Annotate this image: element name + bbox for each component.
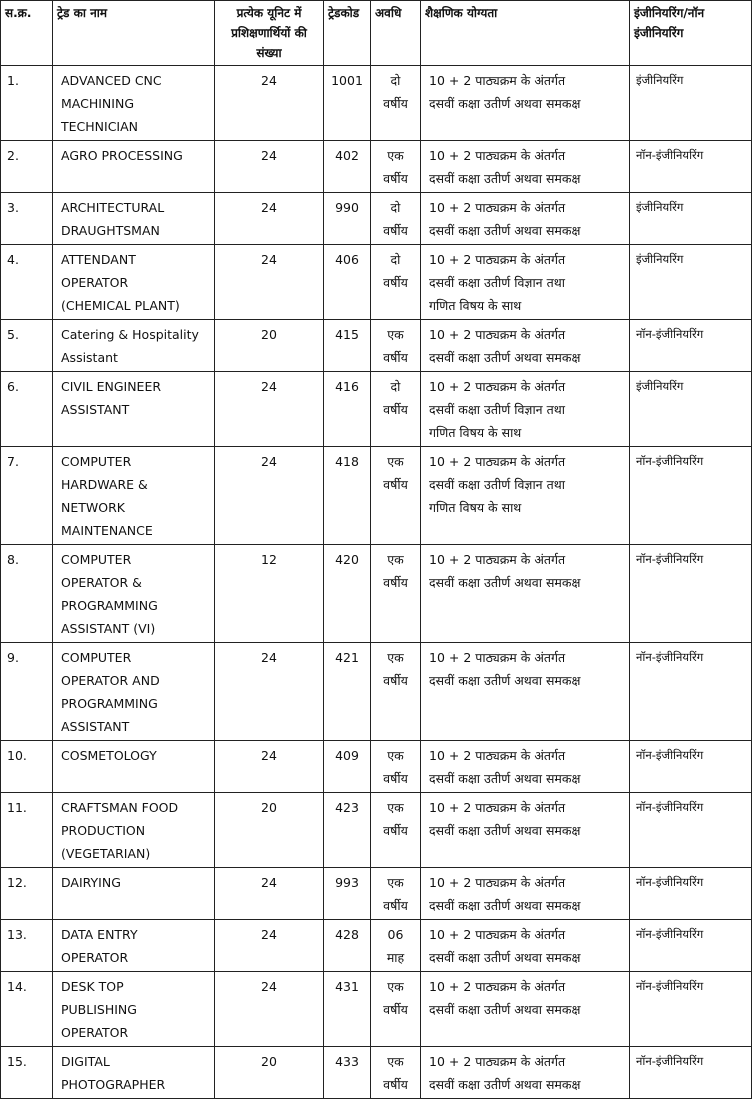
cell-trade-code: 433	[324, 1047, 371, 1099]
cell-qualification: 10 + 2 पाठ्यक्रम के अंतर्गत दसवीं कक्षा उतीर्ण अथवा समकक्ष	[421, 972, 630, 1047]
cell-trade-name: Catering & Hospitality Assistant	[53, 320, 215, 372]
cell-duration: दो वर्षीय	[371, 66, 421, 141]
cell-trade-name: CIVIL ENGINEER ASSISTANT	[53, 372, 215, 447]
header-trainees: प्रत्येक यूनिट में प्रशिक्षणार्थियों की संख्या	[215, 1, 324, 66]
header-trade-name: ट्रेड का नाम	[53, 1, 215, 66]
cell-category: नॉन-इंजीनियरिंग	[630, 447, 752, 545]
cell-category: नॉन-इंजीनियरिंग	[630, 741, 752, 793]
cell-trainees: 24	[215, 372, 324, 447]
cell-category: नॉन-इंजीनियरिंग	[630, 920, 752, 972]
cell-qualification: 10 + 2 पाठ्यक्रम के अंतर्गत दसवीं कक्षा उतीर्ण अथवा समकक्ष	[421, 193, 630, 245]
cell-qualification: 10 + 2 पाठ्यक्रम के अंतर्गत दसवीं कक्षा उतीर्ण अथवा समकक्ष	[421, 141, 630, 193]
cell-duration: एक वर्षीय	[371, 1047, 421, 1099]
cell-trainees: 24	[215, 245, 324, 320]
cell-trade-code: 416	[324, 372, 371, 447]
cell-trade-name: COMPUTER OPERATOR AND PROGRAMMING ASSISTANT	[53, 643, 215, 741]
cell-category: नॉन-इंजीनियरिंग	[630, 868, 752, 920]
cell-category: नॉन-इंजीनियरिंग	[630, 141, 752, 193]
cell-duration: 06 माह	[371, 920, 421, 972]
cell-serial: 10.	[1, 741, 53, 793]
cell-qualification: 10 + 2 पाठ्यक्रम के अंतर्गत दसवीं कक्षा उतीर्ण विज्ञान तथा गणित विषय के साथ	[421, 447, 630, 545]
cell-trade-code: 420	[324, 545, 371, 643]
cell-qualification: 10 + 2 पाठ्यक्रम के अंतर्गत दसवीं कक्षा उतीर्ण अथवा समकक्ष	[421, 793, 630, 868]
cell-duration: एक वर्षीय	[371, 545, 421, 643]
table-row	[1, 193, 752, 245]
cell-qualification: 10 + 2 पाठ्यक्रम के अंतर्गत दसवीं कक्षा उतीर्ण अथवा समकक्ष	[421, 1047, 630, 1099]
cell-trainees: 20	[215, 320, 324, 372]
table-row	[1, 643, 752, 741]
header-category: इंजीनियरिंग/नॉन इंजीनियरिंग	[630, 1, 752, 66]
cell-serial: 11.	[1, 793, 53, 868]
cell-trainees: 24	[215, 66, 324, 141]
table-row	[1, 920, 752, 972]
cell-serial: 12.	[1, 868, 53, 920]
cell-category: इंजीनियरिंग	[630, 193, 752, 245]
cell-duration: दो वर्षीय	[371, 372, 421, 447]
cell-category: नॉन-इंजीनियरिंग	[630, 972, 752, 1047]
cell-category: नॉन-इंजीनियरिंग	[630, 1047, 752, 1099]
cell-duration: एक वर्षीय	[371, 643, 421, 741]
cell-trade-name: DAIRYING	[53, 868, 215, 920]
table-row	[1, 1047, 752, 1099]
table-row	[1, 793, 752, 868]
cell-serial: 5.	[1, 320, 53, 372]
cell-trade-code: 993	[324, 868, 371, 920]
cell-qualification: 10 + 2 पाठ्यक्रम के अंतर्गत दसवीं कक्षा उतीर्ण अथवा समकक्ष	[421, 66, 630, 141]
cell-category: नॉन-इंजीनियरिंग	[630, 320, 752, 372]
table-row	[1, 245, 752, 320]
cell-trainees: 24	[215, 447, 324, 545]
header-serial: स.क्र.	[1, 1, 53, 66]
cell-qualification: 10 + 2 पाठ्यक्रम के अंतर्गत दसवीं कक्षा उतीर्ण अथवा समकक्ष	[421, 643, 630, 741]
cell-duration: एक वर्षीय	[371, 141, 421, 193]
cell-trade-name: ADVANCED CNC MACHINING TECHNICIAN	[53, 66, 215, 141]
table-row	[1, 372, 752, 447]
cell-trade-name: DATA ENTRY OPERATOR	[53, 920, 215, 972]
header-trade-code: ट्रेडकोड	[324, 1, 371, 66]
cell-trainees: 24	[215, 141, 324, 193]
cell-trade-code: 431	[324, 972, 371, 1047]
table-body	[1, 66, 752, 1099]
cell-trainees: 24	[215, 972, 324, 1047]
cell-trade-name: ARCHITECTURAL DRAUGHTSMAN	[53, 193, 215, 245]
cell-trainees: 24	[215, 741, 324, 793]
cell-duration: एक वर्षीय	[371, 972, 421, 1047]
cell-trade-name: CRAFTSMAN FOOD PRODUCTION (VEGETARIAN)	[53, 793, 215, 868]
cell-trade-name: ATTENDANT OPERATOR (CHEMICAL PLANT)	[53, 245, 215, 320]
table-row	[1, 141, 752, 193]
cell-category: इंजीनियरिंग	[630, 66, 752, 141]
cell-trainees: 12	[215, 545, 324, 643]
cell-trade-name: COMPUTER OPERATOR & PROGRAMMING ASSISTANT (VI)	[53, 545, 215, 643]
cell-category: नॉन-इंजीनियरिंग	[630, 793, 752, 868]
cell-duration: एक वर्षीय	[371, 447, 421, 545]
cell-trade-code: 1001	[324, 66, 371, 141]
cell-qualification: 10 + 2 पाठ्यक्रम के अंतर्गत दसवीं कक्षा उतीर्ण अथवा समकक्ष	[421, 320, 630, 372]
cell-trainees: 24	[215, 193, 324, 245]
cell-qualification: 10 + 2 पाठ्यक्रम के अंतर्गत दसवीं कक्षा उतीर्ण अथवा समकक्ष	[421, 741, 630, 793]
cell-trade-name: COSMETOLOGY	[53, 741, 215, 793]
cell-trade-code: 421	[324, 643, 371, 741]
cell-serial: 9.	[1, 643, 53, 741]
cell-trade-code: 418	[324, 447, 371, 545]
cell-serial: 13.	[1, 920, 53, 972]
header-qualification: शैक्षणिक योग्यता	[421, 1, 630, 66]
cell-serial: 3.	[1, 193, 53, 245]
table-row	[1, 741, 752, 793]
header-duration: अवधि	[371, 1, 421, 66]
table-row	[1, 545, 752, 643]
cell-serial: 14.	[1, 972, 53, 1047]
cell-trade-code: 409	[324, 741, 371, 793]
cell-duration: एक वर्षीय	[371, 741, 421, 793]
cell-trainees: 24	[215, 643, 324, 741]
cell-trainees: 24	[215, 920, 324, 972]
cell-serial: 6.	[1, 372, 53, 447]
cell-serial: 4.	[1, 245, 53, 320]
cell-trainees: 20	[215, 793, 324, 868]
cell-category: इंजीनियरिंग	[630, 245, 752, 320]
cell-qualification: 10 + 2 पाठ्यक्रम के अंतर्गत दसवीं कक्षा उतीर्ण विज्ञान तथा गणित विषय के साथ	[421, 245, 630, 320]
cell-serial: 1.	[1, 66, 53, 141]
cell-trade-name: AGRO PROCESSING	[53, 141, 215, 193]
cell-duration: एक वर्षीय	[371, 320, 421, 372]
cell-duration: दो वर्षीय	[371, 193, 421, 245]
table-header-row	[1, 1, 752, 66]
table-row	[1, 447, 752, 545]
cell-trainees: 20	[215, 1047, 324, 1099]
table-row	[1, 868, 752, 920]
cell-trade-code: 406	[324, 245, 371, 320]
cell-trade-name: DIGITAL PHOTOGRAPHER	[53, 1047, 215, 1099]
cell-qualification: 10 + 2 पाठ्यक्रम के अंतर्गत दसवीं कक्षा उतीर्ण विज्ञान तथा गणित विषय के साथ	[421, 372, 630, 447]
cell-category: इंजीनियरिंग	[630, 372, 752, 447]
cell-trade-code: 415	[324, 320, 371, 372]
table-row	[1, 972, 752, 1047]
cell-duration: एक वर्षीय	[371, 868, 421, 920]
cell-category: नॉन-इंजीनियरिंग	[630, 643, 752, 741]
cell-duration: दो वर्षीय	[371, 245, 421, 320]
cell-qualification: 10 + 2 पाठ्यक्रम के अंतर्गत दसवीं कक्षा उतीर्ण अथवा समकक्ष	[421, 868, 630, 920]
cell-duration: एक वर्षीय	[371, 793, 421, 868]
cell-category: नॉन-इंजीनियरिंग	[630, 545, 752, 643]
cell-trade-name: DESK TOP PUBLISHING OPERATOR	[53, 972, 215, 1047]
cell-trainees: 24	[215, 868, 324, 920]
cell-qualification: 10 + 2 पाठ्यक्रम के अंतर्गत दसवीं कक्षा उतीर्ण अथवा समकक्ष	[421, 920, 630, 972]
table-row	[1, 320, 752, 372]
cell-trade-name: COMPUTER HARDWARE & NETWORK MAINTENANCE	[53, 447, 215, 545]
cell-trade-code: 423	[324, 793, 371, 868]
cell-serial: 15.	[1, 1047, 53, 1099]
table-row	[1, 66, 752, 141]
cell-trade-code: 990	[324, 193, 371, 245]
cell-serial: 7.	[1, 447, 53, 545]
cell-trade-code: 428	[324, 920, 371, 972]
cell-serial: 8.	[1, 545, 53, 643]
cell-serial: 2.	[1, 141, 53, 193]
cell-trade-code: 402	[324, 141, 371, 193]
cell-qualification: 10 + 2 पाठ्यक्रम के अंतर्गत दसवीं कक्षा उतीर्ण अथवा समकक्ष	[421, 545, 630, 643]
